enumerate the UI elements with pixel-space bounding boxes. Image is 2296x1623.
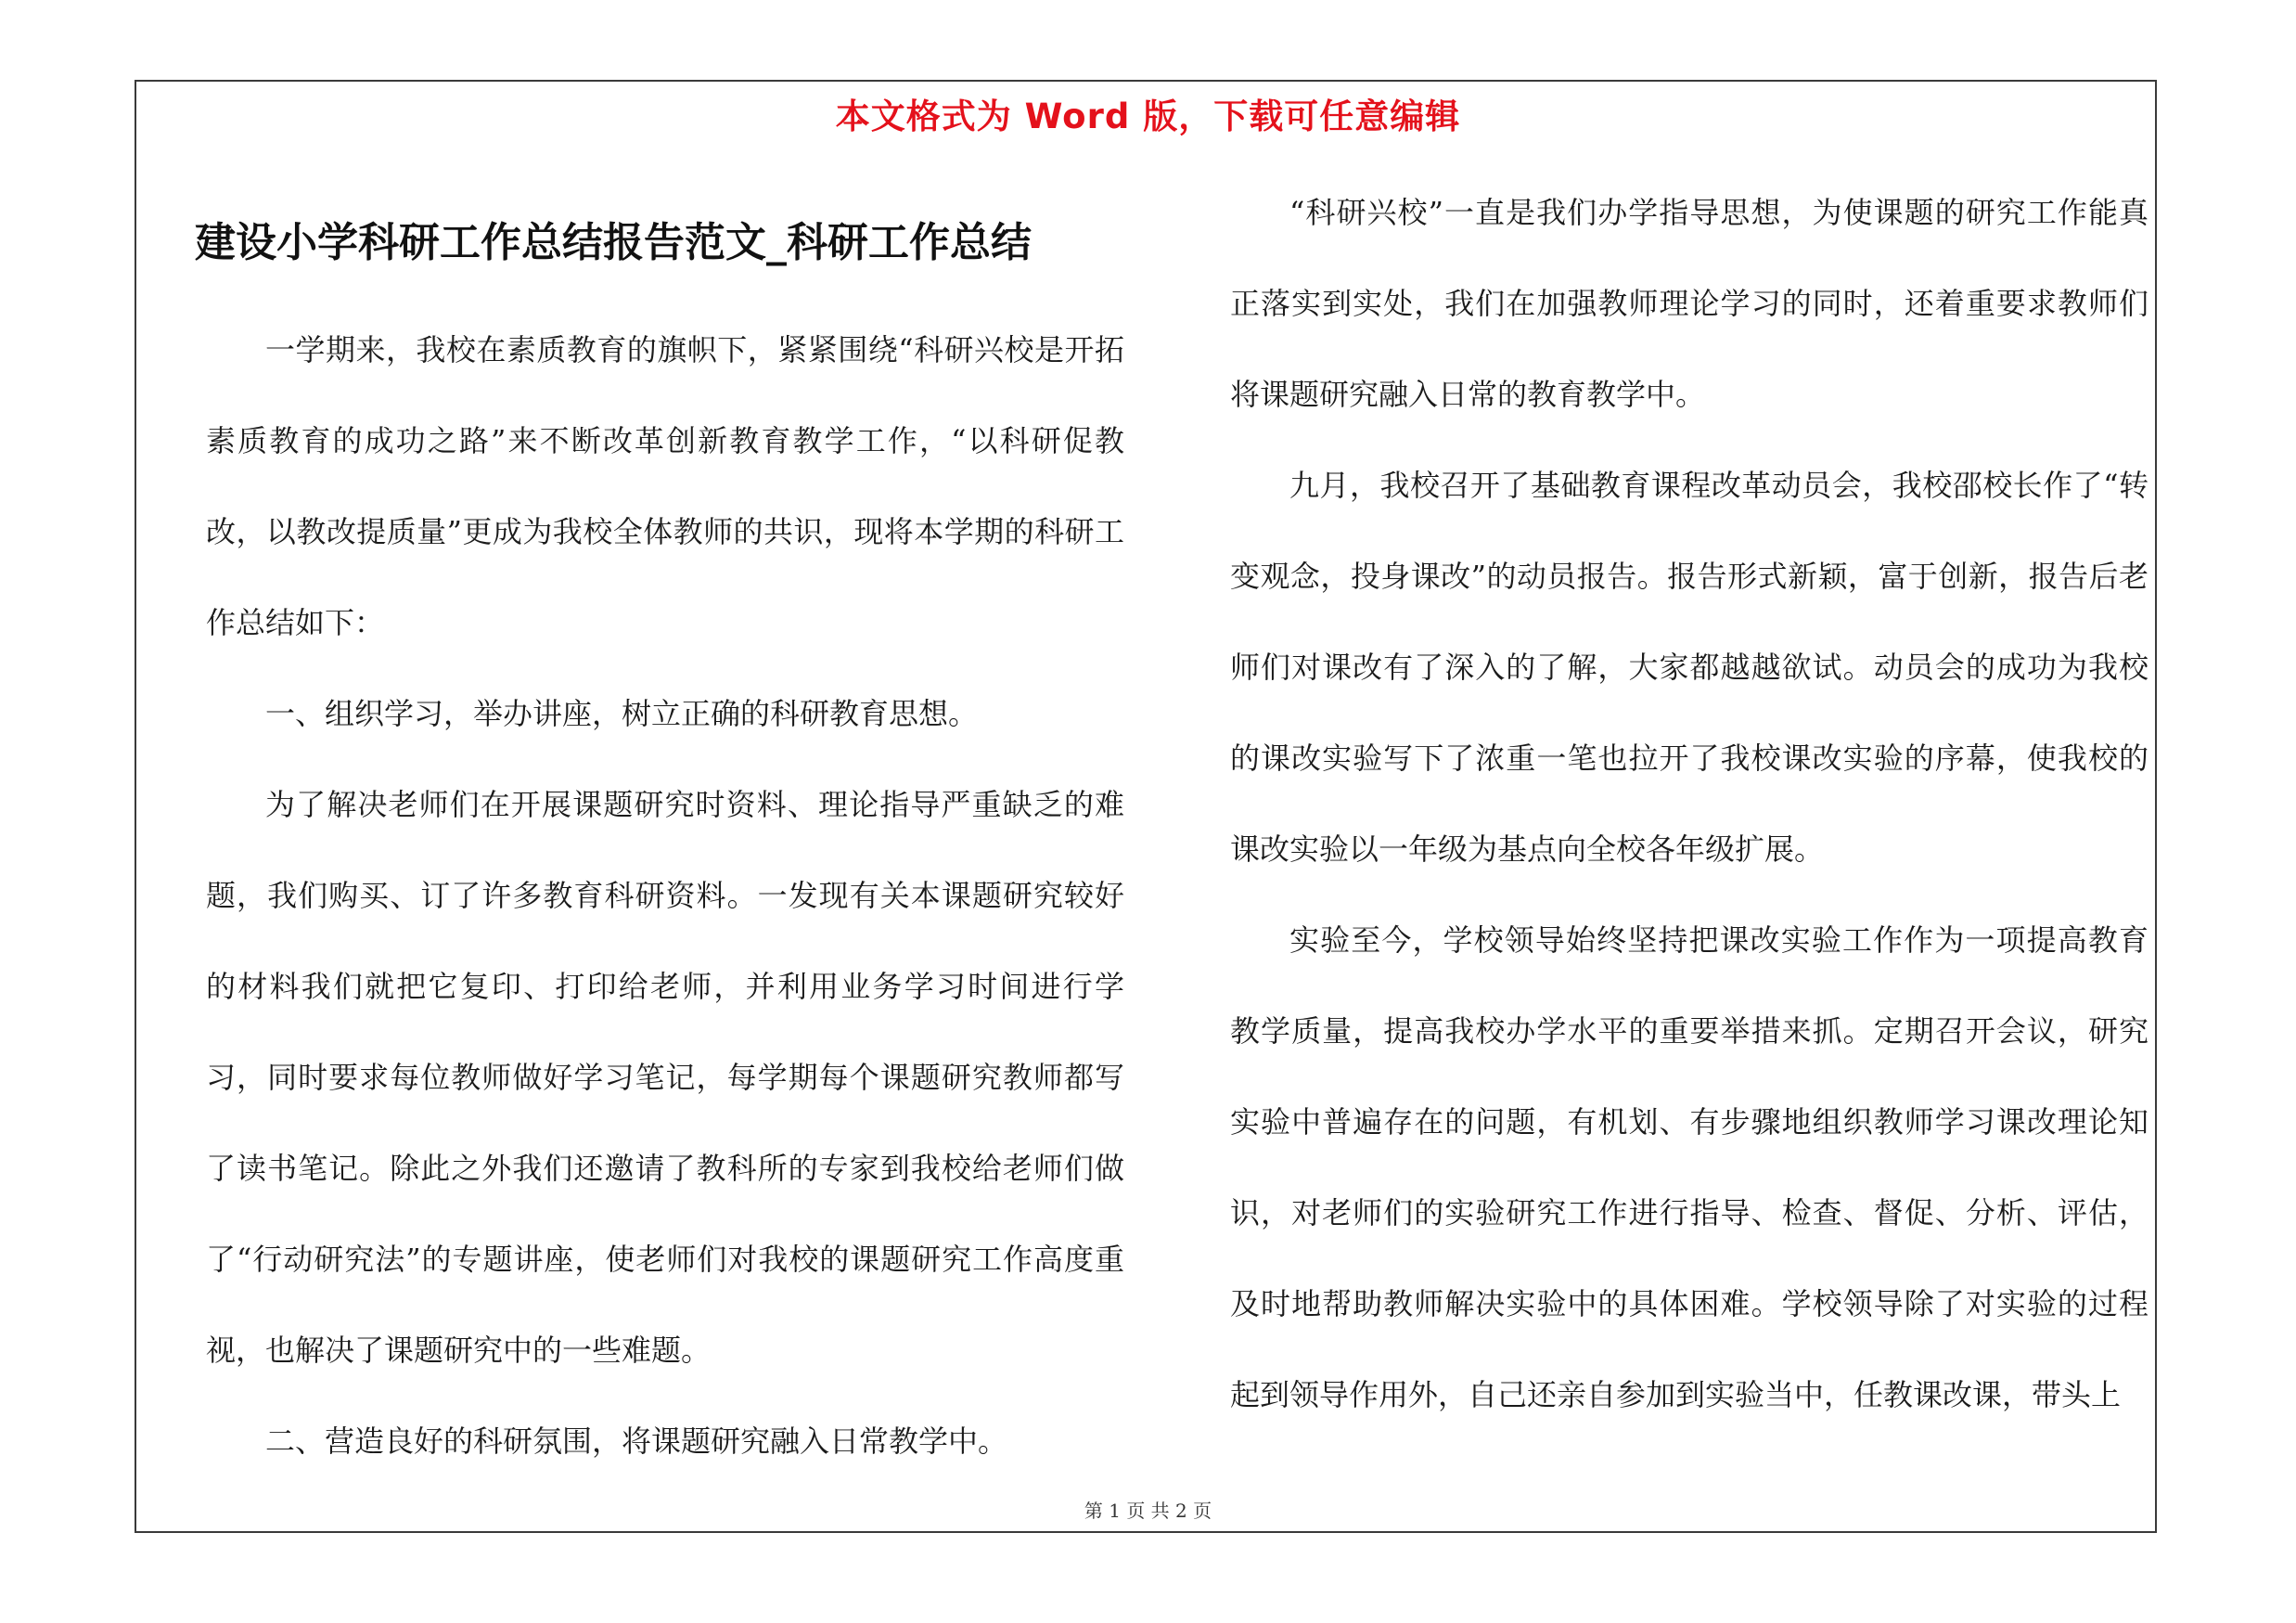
- paragraph: 九月，我校召开了基础教育课程改革动员会，我校邵校长作了“转变观念，投身课改”的动员报告。报告形式新颖，富于创新，报告后老师们对课改有了深入的了解，大家都越越欲试。动员会的成功为我校的课改实验写下了浓重一笔也拉开了我校课改实验的序幕，使我校的课改实验以一年级为基点向全校各年级扩展。: [1230, 468, 2148, 867]
- format-banner: 本文格式为 Word 版，下载可任意编辑: [835, 97, 1461, 136]
- section-heading: 一、组织学习，举办讲座，树立正确的科研教育思想。: [265, 696, 979, 731]
- paragraph: 为了解决老师们在开展课题研究时资料、理论指导严重缺乏的难题，我们购买、订了许多教育科研资料。一发现有关本课题研究较好的材料我们就把它复印、打印给老师，并利用业务学习时间进行学习，同时要求每位教师做好学习笔记，每学期每个课题研究教师都写了读书笔记。除此之外我们还邀请了教科所的专家到我校给老师们做了“行动研究法”的专题讲座，使老师们对我校的课题研究工作高度重视，也解决了课题研究中的一些难题。: [206, 787, 1124, 1368]
- paragraph: “科研兴校”一直是我们办学指导思想，为使课题的研究工作能真正落实到实处，我们在加强教师理论学习的同时，还着重要求教师们将课题研究融入日常的教育教学中。: [1230, 195, 2148, 412]
- document-title: 建设小学科研工作总结报告范文_科研工作总结: [195, 219, 1032, 266]
- paragraph: 一学期来，我校在素质教育的旗帜下，紧紧围绕“科研兴校是开拓素质教育的成功之路”来不断改革创新教育教学工作，“以科研促教改，以教改提质量”更成为我校全体教师的共识，现将本学期的科研工作总结如下：: [206, 332, 1124, 640]
- section-heading: 二、营造良好的科研氛围，将课题研究融入日常教学中。: [265, 1423, 1008, 1459]
- paragraph: 实验至今，学校领导始终坚持把课改实验工作作为一项提高教育教学质量，提高我校办学水平的重要举措来抓。定期召开会议，研究实验中普遍存在的问题，有机划、有步骤地组织教师学习课改理论知识，对老师们的实验研究工作进行指导、检查、督促、分析、评估，及时地帮助教师解决实验中的具体困难。学校领导除了对实验的过程起到领导作用外，自己还亲自参加到实验当中，任教课改课，带头上: [1230, 922, 2148, 1412]
- right-column: [1230, 167, 2148, 1440]
- left-column: [206, 304, 1124, 1487]
- page-footer: 第 1 页 共 2 页: [1084, 1500, 1212, 1522]
